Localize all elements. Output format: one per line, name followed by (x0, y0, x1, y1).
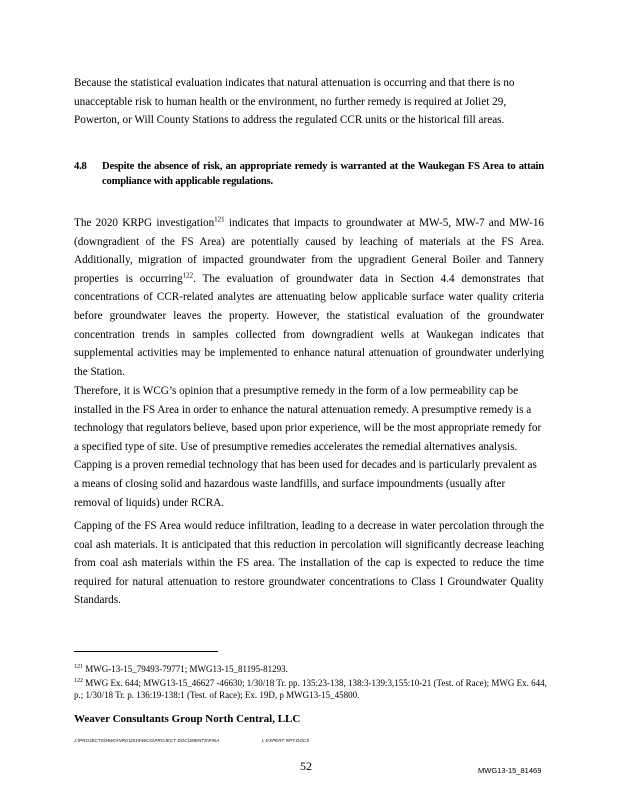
file-path-right: L EXPERT RPT.DOCX (262, 738, 310, 743)
footnote-divider (74, 651, 218, 652)
section-heading-text: Despite the absence of risk, an appropriate remedy is warranted at the Waukegan FS Area to attain compliance with applicable regulations. (102, 161, 544, 187)
paragraph-krpg-end: . The evaluation of groundwater data in Section 4.4 demonstrates that concentrations of CCR-related analytes are attenuating below applicable surface water quality criteria before groundwater leaves the property. However, the statistical evaluation of the groundwater concentration trends in samples collected from downgradient wells at Waukegan indicates that supplemental activities may be implemented to enhance natural attenuation of groundwater underlying the Station. (74, 272, 545, 378)
footnote-mark: 122 (74, 678, 83, 684)
footnote-mark: 121 (74, 664, 83, 670)
footnote-ref-121: 121 (214, 215, 225, 224)
paragraph-krpg-start: The 2020 KRPG investigation (74, 217, 215, 229)
footnote-121 (74, 663, 554, 675)
paragraph-capping: Capping of the FS Area would reduce infiltration, leading to a decrease in water percolation through the coal ash materials. It is anticipated that this reduction in percolation will significantly decrease leaching from coal ash materials within the FS area. The installation of the cap is expected to reduce the time required for natural attenuation to restore groundwater concentrations to Class I Groundwater Quality Standards. (74, 520, 544, 607)
company-name: Weaver Consultants Group North Central, LLC (74, 713, 301, 725)
file-path-left: J:\PROJECTS\MWG\NRG\2019\WCG\PROJECT DOCUMENTS\FINA (74, 738, 220, 743)
footnote-122 (74, 677, 554, 701)
footnote-ref-122: 122 (182, 271, 194, 280)
paragraph-krpg (74, 214, 544, 381)
bates-number: MWG13-15_81469 (478, 766, 542, 775)
section-number: 4.8 (74, 161, 87, 172)
paragraph-krpg-middle: indicates that impacts to groundwater at MW-5, MW-7 and MW-16 (downgradient of the FS Area) are potentially caused by leaching of materials at the FS Area. Additionally, migration of impacted groundwater from the upgradient General Boiler and Tannery properties is occurring (74, 217, 545, 285)
paragraph-wcg-opinion: Therefore, it is WCG’s opinion that a presumptive remedy in the form of a low permeability cap be installed in the FS Area in order to enhance the natural attenuation remedy. A presumptive remedy is a technology that regulators believe, based upon prior experience, will be the most appropriate remedy for a specified type of site. Use of presumptive remedies accelerates the remedial alternatives analysis. Capping is a proven remedial technology that has been used for decades and is particularly prevalent as a means of closing solid and hazardous waste landfills, and surface impoundments (usually after removal of liquids) under RCRA. (74, 385, 542, 509)
paragraph-intro: Because the statistical evaluation indicates that natural attenuation is occurring and that there is no unacceptable risk to human health or the environment, no further remedy is required at Joliet 29, Powerton, or Will County Stations to address the regulated CCR units or the historical fill areas. (74, 77, 515, 127)
page-number: 52 (300, 759, 312, 773)
footnote-text: MWG-13-15_79493-79771; MWG13-15_81195-81293. (83, 664, 288, 674)
footnote-text: MWG Ex. 644; MWG13-15_46627 -46630; 1/30/18 Tr. pp. 135:23-138, 138:3-139:3,155:10-21 (Test. of Race); MWG Ex. 644, p.; 1/30/18 Tr. p. 136:19-138:1 (Test. of Race); Ex. 19D, p MWG13-15_45800. (74, 678, 547, 700)
